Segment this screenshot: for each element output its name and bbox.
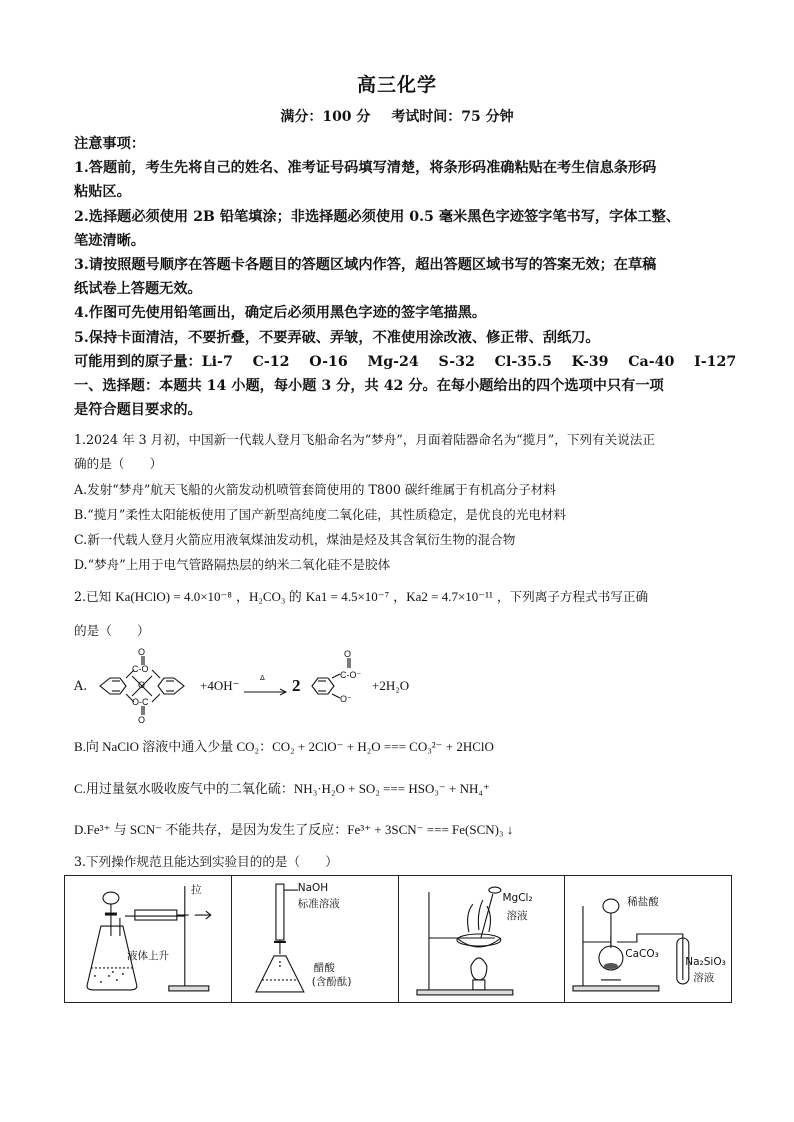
syringe-flask-diagram bbox=[65, 876, 231, 1002]
svg-text:O: O bbox=[344, 649, 352, 659]
q2-a-coefficient: 2 bbox=[292, 676, 301, 695]
notes-line: 5.保持卡面清洁，不要折叠，不要弄破、弄皱，不准使用涂改液、修正带、刮纸刀。 bbox=[74, 329, 600, 346]
q2-option-b: B.向 NaClO 溶液中通入少量 CO₂：CO₂ + 2ClO⁻ + H₂O === CO₃²⁻ + 2HClO bbox=[74, 739, 494, 754]
notes-line: 笔迹清晰。 bbox=[74, 232, 145, 249]
exam-info bbox=[0, 106, 794, 126]
anhydride-structure bbox=[88, 648, 198, 724]
figure-syringe-flask bbox=[65, 876, 232, 1002]
full-score: 满分：100 分 bbox=[280, 109, 371, 125]
q2-h2co3: ，H₂CO₃ 的 bbox=[235, 589, 302, 604]
fig1-pull-label: 拉 bbox=[191, 884, 202, 896]
svg-text:O: O bbox=[138, 680, 146, 690]
fig1-liquid-label: 液体上升 bbox=[127, 950, 169, 962]
exam-time: 考试时间：75 分钟 bbox=[391, 109, 514, 125]
notes-line: 注意事项： bbox=[74, 136, 145, 152]
svg-text:O: O bbox=[138, 715, 146, 724]
q2-ka-hclo: Ka(HClO) = 4.0×10⁻⁸ bbox=[115, 589, 232, 604]
figure-titration bbox=[232, 876, 399, 1002]
fig2-indicator-label: (含酚酞) bbox=[311, 976, 352, 988]
q1-option-b: B.“揽月”柔性太阳能板使用了国产新型高纯度二氧化硅，其性质稳定，是优良的光电材料 bbox=[74, 507, 567, 522]
svg-text:C-O: C-O bbox=[132, 664, 149, 674]
fig4-caco3-label: CaCO₃ bbox=[625, 948, 659, 960]
figure-gas-generation bbox=[565, 876, 731, 1002]
fig3-solution-label: 溶液 bbox=[506, 910, 528, 922]
q1-option-d: D.“梦舟”上用于电气管路隔热层的纳米二氧化硅不是胶体 bbox=[74, 557, 391, 572]
q3-stem: 3.下列操作规范且能达到实验目的的是（ ） bbox=[74, 854, 338, 869]
notes bbox=[74, 132, 737, 422]
q2-option-c: C.用过量氨水吸收废气中的二氧化硫：NH₃·H₂O + SO₂ === HSO₃⁻ + NH₄⁺ bbox=[74, 781, 490, 796]
q2-a-product: +2H₂O bbox=[372, 678, 410, 693]
notes-line: 2.选择题必须使用 2B 铅笔填涂；非选择题必须使用 0.5 毫米黑色字迹签字笔书写，字体工整、 bbox=[74, 208, 681, 225]
fig2-naoh-label: NaOH bbox=[297, 882, 329, 894]
q1-stem-line: 确的是（ ） bbox=[74, 456, 163, 471]
evaporation-diagram bbox=[399, 876, 565, 1002]
svg-text:O: O bbox=[138, 648, 146, 657]
figure-evaporation bbox=[399, 876, 566, 1002]
page-title: 高三化学 bbox=[356, 74, 437, 96]
q1-stem-line: 1.2024 年 3 月初，中国新一代载人登月飞船命名为“梦舟”，月面着陆器命名为“揽月”，下列有关说法正 bbox=[74, 432, 655, 447]
q2-option-d: D.Fe³⁺ 与 SCN⁻ 不能共存，是因为发生了反应：Fe³⁺ + 3SCN⁻ === Fe(SCN)₃ ↓ bbox=[74, 822, 514, 837]
svg-text:O⁻: O⁻ bbox=[340, 694, 352, 704]
q2-ka1: Ka1 = 4.5×10⁻⁷ bbox=[305, 589, 390, 604]
product-structure bbox=[304, 648, 376, 724]
q2-suffix: ，下列离子方程式书写正确 bbox=[496, 589, 649, 604]
q3-figure-table bbox=[64, 875, 732, 1003]
fig4-solution-label: 溶液 bbox=[693, 972, 715, 984]
q2-a-condition: Δ bbox=[260, 674, 265, 682]
section-heading: 一、选择题：本题共 14 小题，每小题 3 分，共 42 分。在每小题给出的四个选项中只有一项 bbox=[74, 378, 664, 395]
fig2-std-label: 标准溶液 bbox=[297, 898, 340, 910]
q2-option-a bbox=[74, 648, 434, 724]
fig4-hcl-label: 稀盐酸 bbox=[627, 896, 659, 908]
notes-line: 纸试卷上答题无效。 bbox=[74, 281, 202, 298]
notes-line: 粘贴区。 bbox=[74, 184, 131, 201]
q2-stem-line2: 的是（ ） bbox=[74, 623, 150, 638]
q2-stem-line1 bbox=[74, 587, 734, 607]
notes-line: 1.答题前，考生先将自己的姓名、准考证号码填写清楚，将条形码准确粘贴在考生信息条形码 bbox=[74, 160, 657, 177]
q1-stem bbox=[74, 428, 734, 476]
q2-prefix: 2.已知 bbox=[74, 589, 112, 604]
q1-option-a: A.发射“梦舟”航天飞船的火箭发动机喷管套筒使用的 T800 碳纤维属于有机高分子材料 bbox=[74, 482, 557, 497]
fig2-acid-label: 醋酸 bbox=[313, 962, 335, 974]
svg-text:C-O⁻: C-O⁻ bbox=[340, 670, 362, 680]
fig4-na2sio3-label: Na₂SiO₃ bbox=[685, 956, 726, 968]
reaction-arrow bbox=[242, 680, 290, 700]
q2-a-reagent: +4OH⁻ bbox=[200, 678, 240, 693]
notes-line: 4.作图可先使用铅笔画出，确定后必须用黑色字迹的签字笔描黑。 bbox=[74, 305, 487, 322]
notes-line: 3.请按照题号顺序在答题卡各题目的答题区域内作答，超出答题区域书写的答案无效；在草稿 bbox=[74, 257, 657, 274]
q1-option-c: C.新一代载人登月火箭应用液氧煤油发动机，煤油是烃及其含氧衍生物的混合物 bbox=[74, 532, 516, 547]
section-heading: 是符合题目要求的。 bbox=[74, 402, 202, 419]
fig3-mgcl2-label: MgCl₂ bbox=[502, 892, 533, 904]
svg-text:O-C: O-C bbox=[132, 697, 149, 707]
atomic-masses: 可能用到的原子量：Li-7 C-12 O-16 Mg-24 S-32 Cl-35.5 K-39 Ca-40 I-127 bbox=[74, 353, 737, 370]
q2-ka2: ，Ka2 = 4.7×10⁻¹¹ bbox=[393, 589, 493, 604]
q2-a-label: A. bbox=[74, 678, 88, 693]
